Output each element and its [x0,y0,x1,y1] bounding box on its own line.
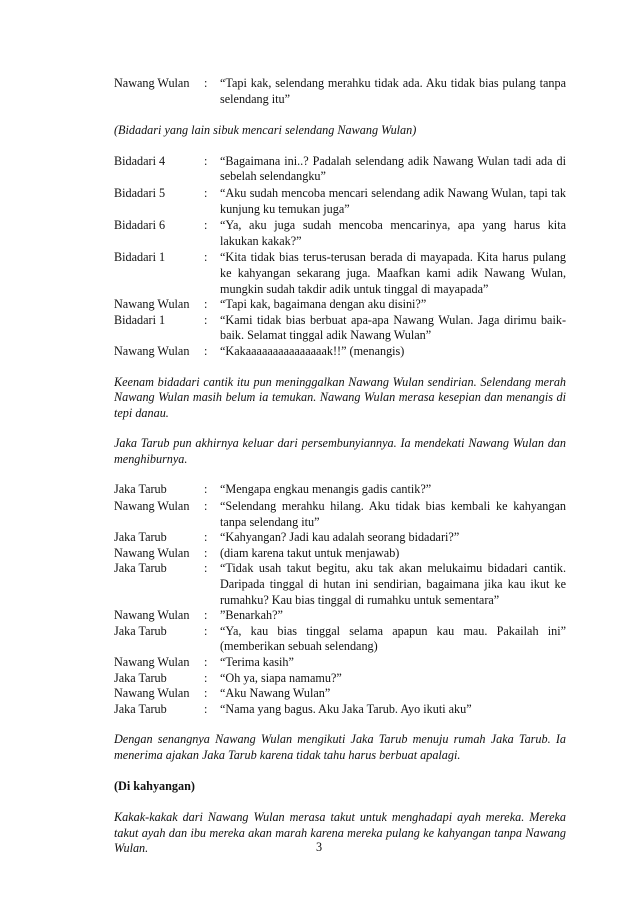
colon: : [204,297,208,312]
narration-paragraph: Jaka Tarub pun akhirnya keluar dari persembunyiannya. Ia mendekati Nawang Wulan dan menghiburnya. [114,436,566,466]
dialogue-text: “Aku Nawang Wulan” [220,686,331,701]
dialogue-text: “Aku sudah mencoba mencari selendang adik Nawang Wulan, tapi tak kunjung ku temukan juga” [220,185,566,216]
dialogue-line [114,671,566,687]
dialogue-text: “Selendang merahku hilang. Aku tidak bias kembali ke kahyangan tanpa selendang itu” [220,499,566,529]
colon: : [204,670,208,685]
dialogue-line [114,154,566,185]
dialogue-line [114,218,566,249]
dialogue-line [114,655,566,671]
dialogue-text: (diam karena takut untuk menjawab) [220,545,400,560]
speaker-name: Bidadari 4 [114,153,166,168]
speaker-name: Bidadari 1 [114,250,166,265]
narration-paragraph: Dengan senangnya Nawang Wulan mengikuti Jaka Tarub menuju rumah Jaka Tarub. Ia menerima ajakan Jaka Tarub karena tidak tahu harus berbuat apalagi. [114,732,566,762]
speaker-name: Bidadari 1 [114,312,166,327]
page-number: 3 [315,840,323,854]
speaker-name: Jaka Tarub [114,623,167,638]
dialogue-line [114,686,566,702]
colon: : [204,312,208,327]
speaker-name: Nawang Wulan [114,343,190,358]
dialogue-line [114,546,566,562]
scene-heading: (Di kahyangan) [114,778,195,793]
dialogue-line [114,530,566,546]
dialogue-text: “Bagaimana ini..? Padalah selendang adik Nawang Wulan tadi ada di sebelah selendangku” [220,153,566,184]
dialogue-line [114,499,566,530]
speaker-name: Jaka Tarub [114,482,167,497]
stage-direction: (Bidadari yang lain sibuk mencari selendang Nawang Wulan) [114,123,417,138]
colon: : [204,76,208,90]
speaker-name: Nawang Wulan [114,608,190,623]
speaker-name: Jaka Tarub [114,530,167,545]
dialogue-line [114,561,566,608]
colon: : [204,482,208,497]
dialogue-text: “Tapi kak, selendang merahku tidak ada. Aku tidak bias pulang tanpa selendang itu” [220,76,566,106]
dialogue-text: “Kakaaaaaaaaaaaaaaak!!” (menangis) [220,343,405,358]
colon: : [204,545,208,560]
dialogue-text: “Oh ya, siapa namamu?” [220,670,342,685]
colon: : [204,530,208,545]
dialogue-text: “Kami tidak bias berbuat apa-apa Nawang Wulan. Jaga dirimu baik-baik. Selamat tinggal adik Nawang Wulan” [220,312,566,343]
dialogue-line [114,313,566,344]
colon: : [204,153,208,168]
speaker-name: Nawang Wulan [114,686,190,701]
colon: : [204,686,208,701]
dialogue-line [114,250,566,297]
colon: : [204,561,208,576]
speaker-name: Jaka Tarub [114,670,167,685]
speaker-name: Nawang Wulan [114,297,190,312]
dialogue-line [114,624,566,655]
dialogue-line [114,297,566,313]
dialogue-line [114,702,566,718]
speaker-name: Bidadari 5 [114,185,166,200]
narration-paragraph: Kakak-kakak dari Nawang Wulan merasa takut untuk menghadapi ayah mereka. Mereka takut ayah dan ibu mereka akan marah karena mereka pulang ke kahyangan tanpa Nawang Wulan. [114,810,566,856]
dialogue-line [114,76,566,107]
dialogue-line [114,482,566,498]
speaker-name: Nawang Wulan [114,499,190,514]
dialogue-text: “Terima kasih” [220,655,294,669]
dialogue-text: “Mengapa engkau menangis gadis cantik?” [220,482,432,497]
speaker-name: Jaka Tarub [114,701,167,716]
speaker-name: Nawang Wulan [114,545,190,560]
dialogue-text: “Tidak usah takut begitu, aku tak akan melukaimu bidadari cantik. Daripada tinggal di hutan ini sendirian, bagaimana jika kau ikut ke rumahku? Kau bias tinggal di rumahku untuk sementara” [220,561,566,607]
dialogue-text: “Ya, kau bias tinggal selama apapun kau mau. Pakailah ini” (memberikan sebuah selendang) [220,623,566,654]
dialogue-line [114,186,566,217]
dialogue-text: ”Benarkah?” [220,608,283,623]
colon: : [204,218,208,233]
colon: : [204,623,208,638]
script-content [114,76,566,857]
narration-paragraph: Keenam bidadari cantik itu pun meninggalkan Nawang Wulan sendirian. Selendang merah Nawang Wulan masih belum ia temukan. Nawang Wulan merasa kesepian dan menangis di tepi danau. [114,374,566,420]
dialogue-text: “Tapi kak, bagaimana dengan aku disini?” [220,297,427,312]
colon: : [204,655,208,669]
dialogue-text: “Kita tidak bias terus-terusan berada di mayapada. Kita harus pulang ke kahyangan sekarang juga. Maafkan kami adik Nawang Wulan, mungkin sudah takdir adik untuk tinggal di mayapada” [220,250,566,296]
colon: : [204,608,208,623]
speaker-name: Nawang Wulan [114,655,190,669]
colon: : [204,343,208,358]
dialogue-line [114,608,566,624]
dialogue-text: “Kahyangan? Jadi kau adalah seorang bidadari?” [220,530,460,545]
speaker-name: Jaka Tarub [114,561,167,576]
colon: : [204,185,208,200]
colon: : [204,499,208,514]
speaker-name: Nawang Wulan [114,76,190,90]
colon: : [204,250,208,265]
colon: : [204,701,208,716]
dialogue-text: “Nama yang bagus. Aku Jaka Tarub. Ayo ikuti aku” [220,701,472,716]
speaker-name: Bidadari 6 [114,218,166,233]
dialogue-line [114,344,566,360]
dialogue-text: “Ya, aku juga sudah mencoba mencarinya, apa yang harus kita lakukan kakak?” [220,218,566,248]
